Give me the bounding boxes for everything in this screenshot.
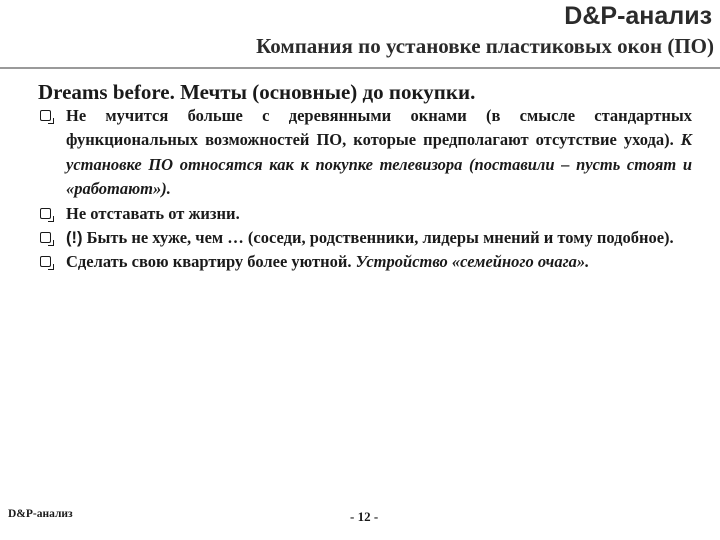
bullet-item-2 bbox=[40, 202, 692, 226]
bullet-prefix: (!) bbox=[66, 229, 83, 248]
page-number: - 12 - bbox=[350, 509, 379, 524]
bullet-list bbox=[40, 104, 692, 275]
bullet-text: Быть не хуже, чем … (соседи, родственники, лидеры мнений и тому подобное). bbox=[82, 228, 674, 248]
bullet-checkbox-icon bbox=[40, 256, 51, 267]
bullet-item-3 bbox=[40, 226, 692, 250]
footer-brand: D&P-анализ bbox=[8, 508, 73, 520]
header-divider bbox=[0, 67, 720, 69]
bullet-item-1 bbox=[40, 104, 692, 202]
bullet-emphasis: Устройство «семейного очага». bbox=[355, 252, 590, 272]
bullet-checkbox-icon bbox=[40, 232, 51, 243]
section-heading: Dreams before. Мечты (основные) до покупки. bbox=[38, 80, 476, 104]
bullet-checkbox-icon bbox=[40, 110, 51, 121]
bullet-emphasis: К установке ПО относятся как к покупке телевизора (поставили – пусть стоят и «работают»). bbox=[66, 130, 692, 199]
bullet-text: Не мучится больше с деревянными окнами (в смысле стандартных функциональных возможностей ПО, которые предполагают отсутствие ухода). bbox=[66, 106, 692, 150]
bullet-text: Сделать свою квартиру более уютной. bbox=[66, 252, 356, 272]
company-title: Компания по установке пластиковых окон (ПО) bbox=[256, 34, 714, 58]
bullet-text: Не отставать от жизни. bbox=[66, 203, 240, 223]
bullet-checkbox-icon bbox=[40, 208, 51, 219]
bullet-item-4 bbox=[40, 250, 692, 274]
brand-title: D&P-анализ bbox=[564, 2, 712, 30]
